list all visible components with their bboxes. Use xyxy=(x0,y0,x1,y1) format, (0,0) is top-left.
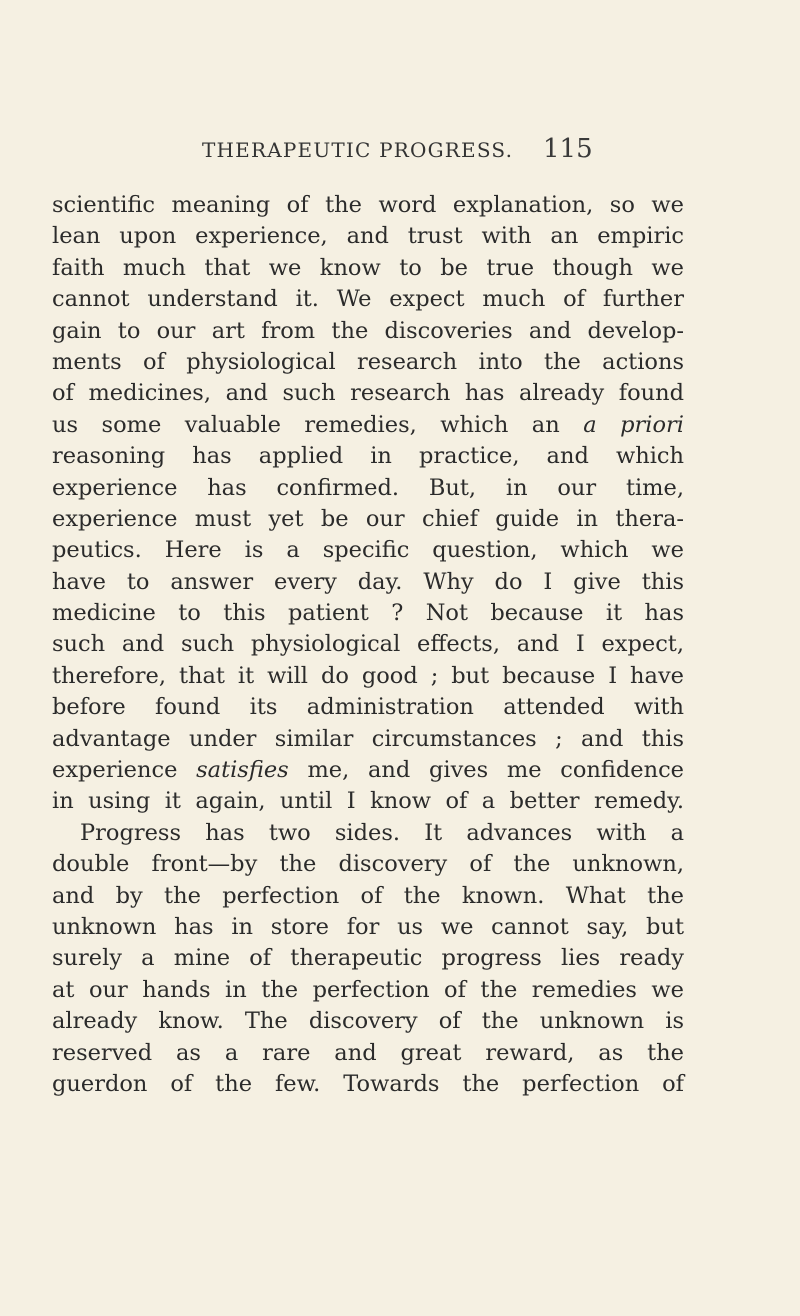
text-line: reserved as a rare and great reward, as the xyxy=(52,1039,684,1066)
text-line: cannot understand it. We expect much of further xyxy=(52,286,684,313)
text-line: such and such physiological effects, and I expect, xyxy=(52,631,684,658)
text-line: guerdon of the few. Towards the perfection of xyxy=(52,1070,684,1097)
text-line: at our hands in the perfection of the remedies we xyxy=(52,976,684,1003)
text-line: before found its administration attended with xyxy=(52,694,684,721)
text-line: already know. The discovery of the unknown is xyxy=(52,1008,684,1035)
text-line: double front—by the discovery of the unknown, xyxy=(52,851,684,878)
text-line: peutics. Here is a specific question, which we xyxy=(52,537,684,564)
page-number: 115 xyxy=(543,134,593,164)
text-line: advantage under similar circumstances ; and this xyxy=(52,725,684,752)
text-line: therefore, that it will do good ; but because I have xyxy=(52,662,684,689)
text-line: scientific meaning of the word explanation, so we xyxy=(52,192,684,218)
text-line: us some valuable remedies, which an a priori xyxy=(52,411,684,438)
text-line: of medicines, and such research has already found xyxy=(52,380,684,407)
text-line: reasoning has applied in practice, and which xyxy=(52,443,684,470)
text-line: medicine to this patient ? Not because it has xyxy=(52,600,684,627)
running-title: THERAPEUTIC PROGRESS. xyxy=(202,138,514,162)
text-line: experience must yet be our chief guide in thera- xyxy=(52,505,684,532)
text-line: surely a mine of therapeutic progress lies ready xyxy=(52,945,684,972)
text-line: unknown has in store for us we cannot say, but xyxy=(52,913,684,940)
text-line: have to answer every day. Why do I give this xyxy=(52,568,684,595)
running-head xyxy=(0,136,800,166)
text-line: gain to our art from the discoveries and develop- xyxy=(52,317,684,344)
text-line: in using it again, until I know of a better remedy. xyxy=(52,788,684,815)
body-text xyxy=(52,190,684,1100)
text-line-paragraph-start: Progress has two sides. It advances with a xyxy=(80,819,684,846)
text-line: faith much that we know to be true though we xyxy=(52,254,684,281)
text-line: lean upon experience, and trust with an empiric xyxy=(52,223,684,250)
text-line: experience satisfies me, and gives me confidence xyxy=(52,757,684,784)
text-line: ments of physiological research into the actions xyxy=(52,348,684,375)
text-line: and by the perfection of the known. What the xyxy=(52,882,684,909)
text-line: experience has confirmed. But, in our time, xyxy=(52,474,684,501)
